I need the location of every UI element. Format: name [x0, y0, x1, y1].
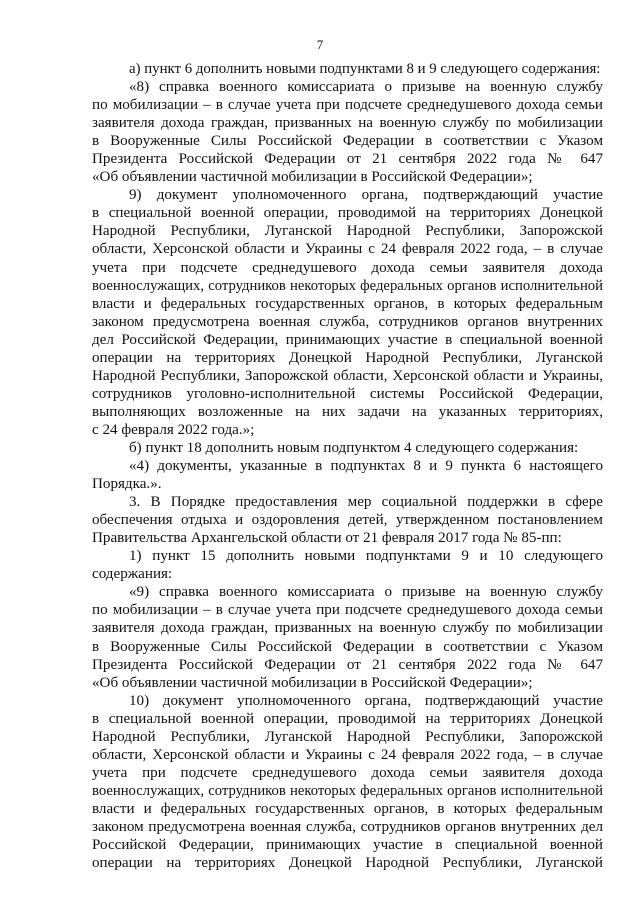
text-line: области, Херсонской области и Украины с 24 февраля 2022 года, – в случае	[92, 746, 603, 763]
text-line: законом предусмотрена военная служба, сотрудников органов внутренних	[92, 313, 603, 330]
text-line: в Вооруженные Силы Российской Федерации в соответствии с Указом	[92, 133, 603, 150]
text-line: операции на территориях Донецкой Народной Республики, Луганской	[92, 349, 603, 366]
text-line: Народной Республики, Луганской Народной Республики, Запорожской	[92, 728, 603, 745]
text-line: 1) пункт 15 дополнить новыми подпунктами 9 и 10 следующего	[129, 548, 603, 565]
text-line: обеспечения отдыха и оздоровления детей, утвержденном постановлением	[92, 512, 603, 529]
text-line: сотрудников уголовно-исполнительной системы Российской Федерации,	[92, 385, 603, 402]
text-line: военнослужащих, сотрудников некоторых федеральных органов исполнительной	[92, 782, 603, 799]
text-line: учета при подсчете среднедушевого дохода семьи заявителя дохода	[92, 764, 603, 781]
text-line: 9) документ уполномоченного органа, подтверждающий участие	[129, 187, 603, 204]
text-line: власти и федеральных государственных органов, в которых федеральным	[92, 800, 603, 817]
text-line: власти и федеральных государственных органов, в которых федеральным	[92, 295, 603, 312]
text-line: операции на территориях Донецкой Народной Республики, Луганской	[92, 855, 603, 872]
text-line: Правительства Архангельской области от 21 февраля 2017 года № 85-пп:	[92, 530, 562, 547]
text-line: заявителя дохода граждан, призванных на военную службу по мобилизации	[92, 620, 603, 637]
text-line: Президента Российской Федерации от 21 сентября 2022 года № 647	[92, 151, 603, 168]
text-line: по мобилизации – в случае учета при подсчете среднедушевого дохода семьи	[92, 602, 603, 619]
text-line: Российской Федерации, принимающих участие в специальной военной	[92, 837, 603, 854]
text-line: 10) документ уполномоченного органа, подтверждающий участие	[129, 692, 603, 709]
text-line: «Об объявлении частичной мобилизации в Российской Федерации»;	[92, 169, 533, 186]
text-line: военнослужащих, сотрудников некоторых федеральных органов исполнительной	[92, 277, 603, 294]
text-line: «Об объявлении частичной мобилизации в Российской Федерации»;	[92, 674, 533, 691]
text-line: законом предусмотрена военная служба, сотрудников органов внутренних дел	[92, 818, 603, 835]
document-body	[92, 60, 603, 872]
text-line: учета при подсчете среднедушевого дохода семьи заявителя дохода	[92, 259, 603, 276]
text-line: в Вооруженные Силы Российской Федерации в соответствии с Указом	[92, 638, 603, 655]
text-line: 3. В Порядке предоставления мер социальной поддержки в сфере	[129, 494, 603, 511]
text-line: выполняющих возложенные на них задачи на указанных территориях,	[92, 403, 603, 420]
text-line: в специальной военной операции, проводимой на территориях Донецкой	[92, 710, 603, 727]
text-line: по мобилизации – в случае учета при подсчете среднедушевого дохода семьи	[92, 97, 603, 114]
text-line: в специальной военной операции, проводимой на территориях Донецкой	[92, 205, 603, 222]
text-line: дел Российской Федерации, принимающих участие в специальной военной	[92, 331, 603, 348]
text-line: области, Херсонской области и Украины с 24 февраля 2022 года, – в случае	[92, 241, 603, 258]
text-line: «8) справка военного комиссариата о призыве на военную службу	[129, 79, 603, 96]
text-line: заявителя дохода граждан, призванных на военную службу по мобилизации	[92, 115, 603, 132]
text-line: с 24 февраля 2022 года.»;	[92, 421, 255, 438]
text-line: Президента Российской Федерации от 21 сентября 2022 года № 647	[92, 656, 603, 673]
text-line: Народной Республики, Запорожской области, Херсонской области и Украины,	[92, 367, 603, 384]
text-line: Порядка.».	[92, 476, 162, 493]
text-line: б) пункт 18 дополнить новым подпунктом 4 следующего содержания:	[129, 439, 579, 456]
text-line: «4) документы, указанные в подпунктах 8 и 9 пункта 6 настоящего	[129, 458, 603, 475]
text-line: а) пункт 6 дополнить новыми подпунктами 8 и 9 следующего содержания:	[129, 61, 601, 77]
text-line: содержания:	[92, 566, 173, 583]
text-line: Народной Республики, Луганской Народной Республики, Запорожской	[92, 223, 603, 240]
page-number: 7	[316, 37, 324, 52]
text-line: «9) справка военного комиссариата о призыве на военную службу	[129, 584, 603, 601]
